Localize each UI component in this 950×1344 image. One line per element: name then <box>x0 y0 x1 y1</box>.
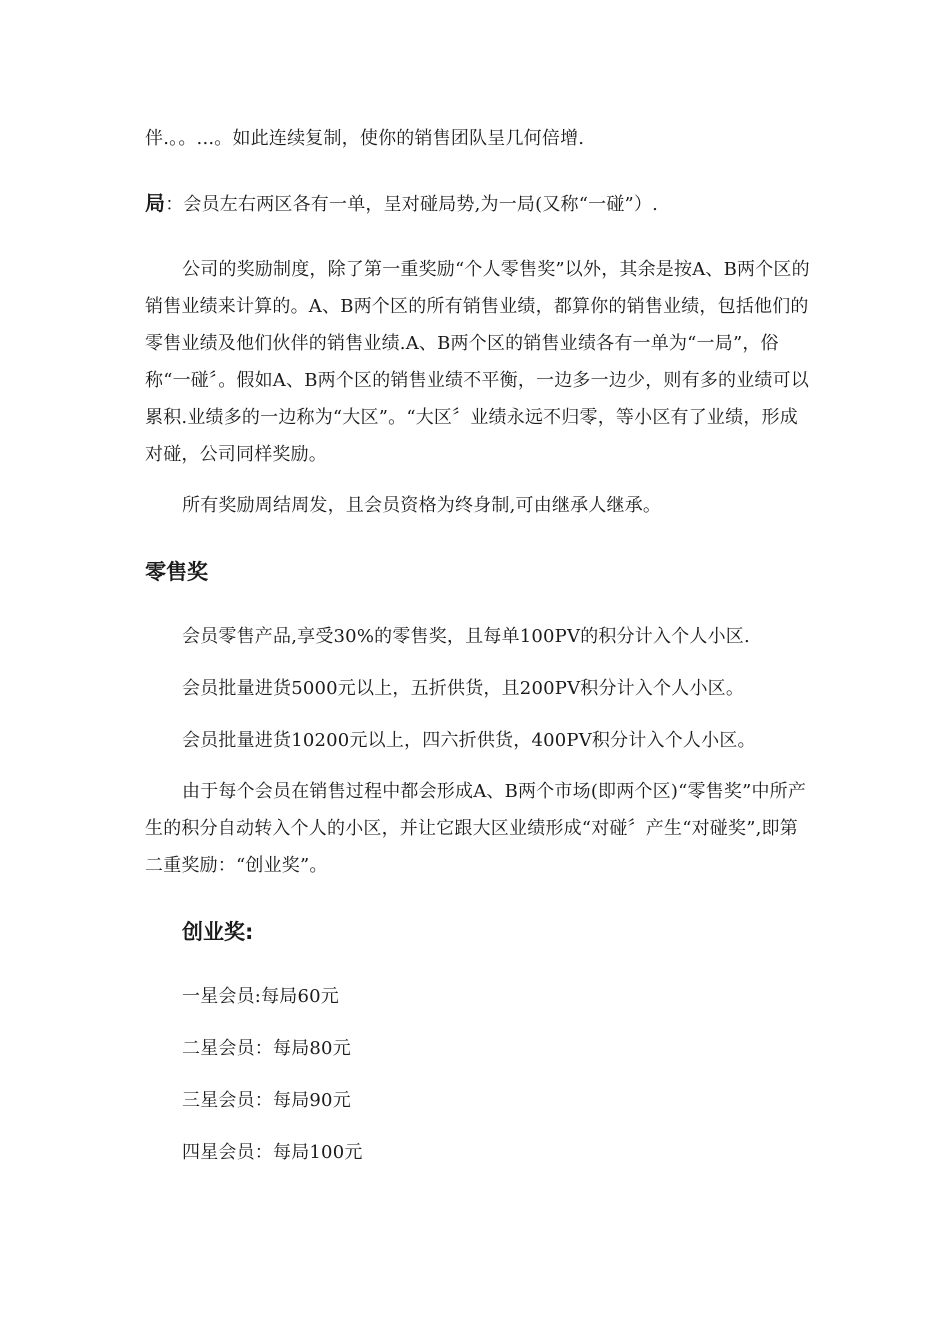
ju-text: ：会员左右两区各有一单，呈对碰局势,为一局(又称“一碰”）. <box>165 194 659 215</box>
reward-system-paragraph: 公司的奖励制度，除了第一重奖励“个人零售奖”以外，其余是按A、B两个区的销售业绩来计算的。A、B两个区的所有销售业绩，都算你的销售业绩，包括他们的零售业绩及他们伙伴的销售业绩.A、B两个区的销售业绩各有一单为“一局”，俗称“一碰〞。假如A、B两个区的销售业绩不平衡，一边多一边少，则有多的业绩可以累积.业绩多的一边称为“大区”。“大区〞业绩永远不归零，等小区有了业绩，形成对碰，公司同样奖励。 <box>145 259 810 465</box>
weekly-payout-text: 所有奖励周结周发，且会员资格为终身制,可由继承人继承。 <box>182 495 662 516</box>
ju-term: 局 <box>145 191 166 215</box>
startup-level: 一星会员:每局60元 <box>182 986 339 1007</box>
startup-level: 三星会员：每局90元 <box>182 1090 351 1111</box>
ju-definition <box>145 191 658 217</box>
retail-item: 会员批量进货10200元以上，四六折供货，400PV积分计入个人小区。 <box>182 730 756 751</box>
retail-explanation: 由于每个会员在销售过程中都会形成A、B两个市场(即两个区)“零售奖”中所产生的积分自动转入个人的小区，并让它跟大区业绩形成“对碰〞产生“对碰奖”,即第二重奖励：“创业奖”。 <box>145 781 807 876</box>
retail-item: 会员批量进货5000元以上，五折供货，且200PV积分计入个人小区。 <box>182 678 745 699</box>
startup-level: 二星会员：每局80元 <box>182 1038 351 1059</box>
startup-level: 四星会员：每局100元 <box>182 1142 363 1163</box>
retail-heading: 零售奖 <box>145 560 208 584</box>
startup-heading: 创业奖: <box>182 920 254 944</box>
intro-line: 伴.。。...。如此连续复制，使你的销售团队呈几何倍增. <box>145 128 585 149</box>
retail-item: 会员零售产品,享受30%的零售奖，且每单100PV的积分计入个人小区. <box>182 626 750 647</box>
